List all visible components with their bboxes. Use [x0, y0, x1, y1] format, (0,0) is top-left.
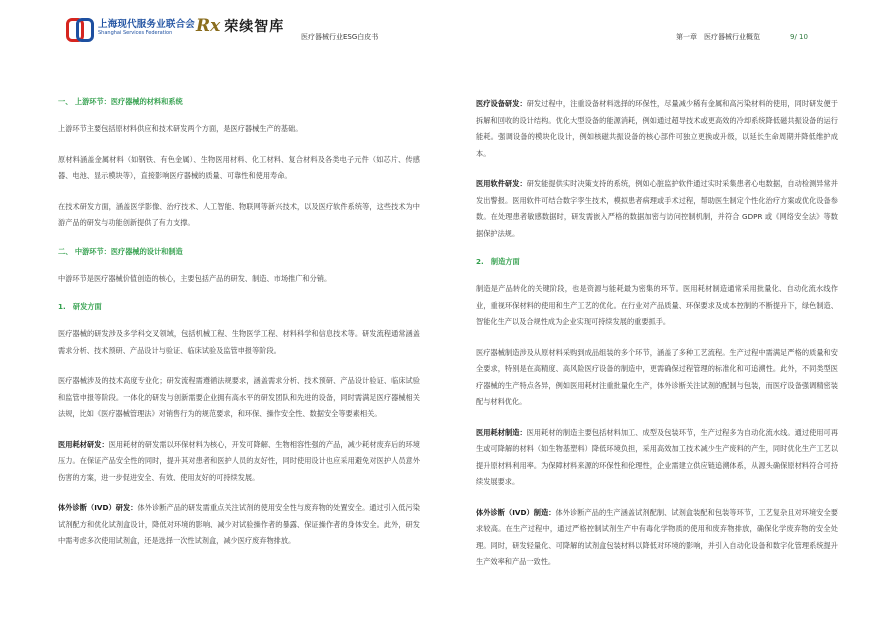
paragraph: 原材料涵盖金属材料（如钢铁、有色金属）、生物医用材料、化工材料、复合材料及各类电子元件（如芯片、传感器、电池、显示模块等），直接影响医疗器械的质量、可靠性和使用寿命。 [58, 154, 420, 180]
chapter-indicator [676, 32, 808, 42]
paragraph-body: 研发过程中，注重设备材料选择的环保性，尽量减少稀有金属和高污染材料的使用，同时研发便于拆解和回收的设计结构。优化大型设备的能源消耗，例如通过超导技术或更高效的冷却系统降低磁共振设备的运行能耗。强调设备的模块化设计，例如核磁共振设备的核心部件可独立更换或升级，以延长生命周期并降低维护成本。 [476, 99, 838, 158]
page-number: 9/ 10 [790, 33, 808, 41]
left-column [58, 96, 420, 564]
subsection-heading: 2. 制造方面 [476, 257, 520, 266]
document-title: 医疗器械行业ESG白皮书 [301, 33, 379, 41]
page-header [0, 0, 886, 68]
paragraph-lead: 医用耗材研发： [58, 439, 109, 449]
subsection-heading: 1. 研发方面 [58, 302, 102, 311]
paragraph-lead: 体外诊断（IVD）研发： [58, 503, 138, 512]
ssf-logo [66, 18, 195, 38]
chapter-title: 第一章 医疗器械行业概览 [676, 33, 760, 41]
paragraph: 医疗器械涉及的技术高度专业化；研发流程需遵循法规要求，涵盖需求分析、技术预研、产品设计验证、临床试验和监管申报等阶段。一体化的研发与创新需要企业拥有高水平的研发团队和先进的设备，同时需满足医疗器械相关法规，比如《医疗器械管理法》对销售行为的规范要求，和环保、操作安全性、数据安全等要素相关。 [58, 376, 420, 418]
paragraph-lead: 体外诊断（IVD）制造： [476, 507, 556, 517]
right-column [476, 96, 838, 585]
paragraph [476, 96, 838, 162]
paragraph [476, 425, 838, 491]
rongxu-logo [196, 16, 284, 36]
paragraph [58, 500, 420, 550]
paragraph: 中游环节是医疗器械价值创造的核心，主要包括产品的研发、制造、市场推广和分销。 [58, 273, 332, 283]
rongxu-logo-text: 荣续智库 [224, 19, 285, 35]
section-heading: 一、 上游环节：医疗器械的材料和系统 [58, 97, 183, 106]
paragraph-body: 医用耗材的制造主要包括材料加工、成型及包装环节，生产过程多为自动化流水线。通过使用可再生或可降解的材料（如生物基塑料）降低环境负担，采用高效加工技术减少生产废料的产生，同时优化生产工艺以提升原材料利用率。为保障材料来源的环保性和伦理性，企业需建立供应链追溯体系，从源头确保原材料符合可持续发展要求。 [476, 427, 838, 486]
ssf-logo-icon [66, 18, 92, 38]
paragraph-lead: 医用软件研发： [476, 179, 527, 188]
paragraph [476, 505, 838, 571]
paragraph-body: 医用耗材的研发需以环保材料为核心，开发可降解、生物相容性强的产品，减少耗材废弃后的环境压力。在保证产品安全性的同时，提升其对患者和医护人员的友好性，同时使用设计也应采用避免对医护人员意外伤害的方案，进一步促进安全、有效、使用友好的可持续发展。 [58, 439, 420, 482]
paragraph-body: 体外诊断产品的生产涵盖试剂配制、试剂盒装配和包装等环节，工艺复杂且对环境安全要求较高。在生产过程中，通过严格控制试剂生产中有毒化学物质的使用和废弃物排放，确保化学废弃物的安全处理。同时，研发轻量化、可降解的试剂盒包装材料以降低对环境的影响，并引入自动化设备和数字化管理系统提升生产效率和产品一致性。 [476, 507, 838, 566]
paragraph: 在技术研发方面，涵盖医学影像、治疗技术、人工智能、物联网等新兴技术，以及医疗软件系统等，这些技术为中游产品的研发与功能创新提供了有力支撑。 [58, 201, 420, 227]
paragraph-lead: 医用耗材制造： [476, 427, 527, 437]
paragraph: 上游环节主要包括原材料供应和技术研发两个方面，是医疗器械生产的基础。 [58, 124, 303, 133]
section-heading: 二、 中游环节：医疗器械的设计和制造 [58, 246, 183, 256]
rongxu-logo-icon: Rx [196, 16, 221, 36]
paragraph [476, 176, 838, 242]
ssf-logo-en: Shanghai Services Federation [98, 30, 173, 37]
paragraph [58, 437, 420, 487]
paragraph-body: 体外诊断产品的研发需重点关注试剂的使用安全性与废弃物的处置安全。通过引入低污染试剂配方和优化试剂盒设计，降低对环境的影响、减少对试验操作者的暴露、保证操作者的身体安全。此外，研发中需考虑多次使用试剂盒，还是选择一次性试剂盒，减少医疗废弃物排放。 [58, 503, 420, 545]
ssf-logo-cn: 上海现代服务业联合会 [98, 18, 196, 30]
paragraph: 制造是产品转化的关键阶段，也是资源与能耗最为密集的环节。医用耗材制造通常采用批量化、自动化流水线作业，重视环保材料的使用和生产工艺的优化。在行业对产品质量、环保要求及成本控制的不断提升下，绿色制造、智能化生产以及合规性成为企业实现可持续发展的重要抓手。 [476, 284, 838, 326]
paragraph-lead: 医疗设备研发： [476, 99, 527, 108]
paragraph: 医疗器械制造涉及从原材料采购到成品组装的多个环节，涵盖了多种工艺流程。生产过程中需满足严格的质量和安全要求，特别是在高精度、高风险医疗设备的制造中，更需确保过程管理的标准化和可追溯性。此外，不同类型医疗器械的生产特点各异，例如医用耗材注重批量化生产，体外诊断关注试剂的配制与包装，而医疗设备强调精密装配与材料优化。 [476, 347, 838, 406]
paragraph-body: 研发能提供实时决策支持的系统，例如心脏监护软件通过实时采集患者心电数据，自动检测异常并发出警报。医用软件可结合数字孪生技术，模拟患者病理或手术过程，帮助医生制定个性化治疗方案或优化设备参数。在处理患者敏感数据时，研发需嵌入严格的数据加密与访问控制机制，并符合 GDPR 或《网络安全法》等数据保护法规。 [476, 179, 838, 238]
paragraph: 医疗器械的研发涉及多学科交叉领域，包括机械工程、生物医学工程、材料科学和信息技术等。研发流程通常涵盖需求分析、技术预研、产品设计与验证、临床试验及监管申报等阶段。 [58, 329, 420, 355]
